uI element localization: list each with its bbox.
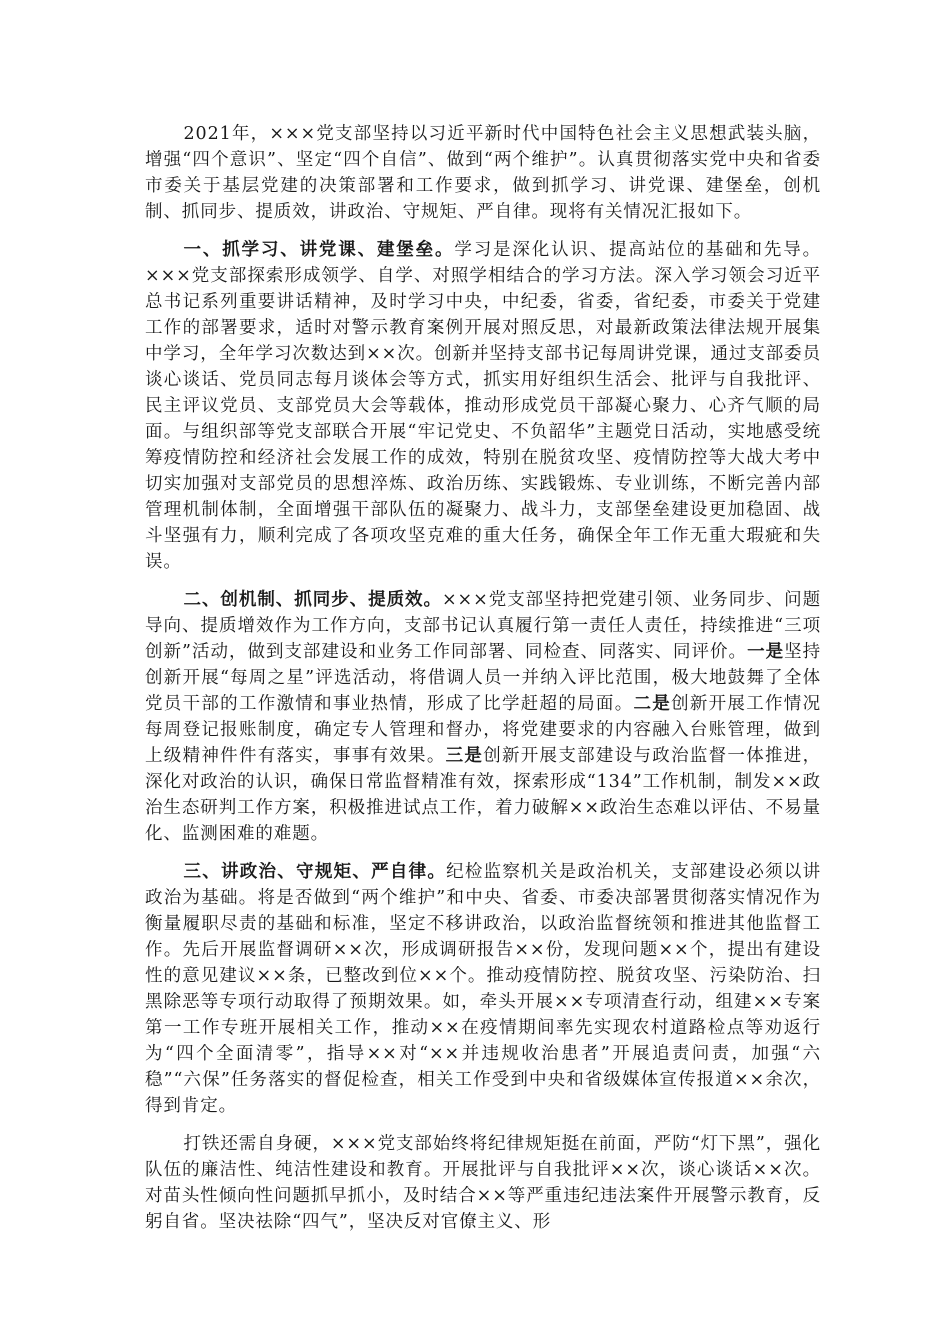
section-1-text: 学习是深化认识、提高站位的基础和先导。×××党支部探索形成领学、自学、对照学相结合的学习方法。深入学习领会习近平总书记系列重要讲话精神，及时学习中央，中纪委，省委，省纪委，市委关于党建工作的部署要求，适时对警示教育案例开展对照反思，对最新政策法律法规开展集中学习，全年学习次数达到××次。创新并坚持支部书记每周讲党课，通过支部委员谈心谈话、党员同志每月谈体会等方式，抓实用好组织生活会、批评与自我批评、民主评议党员、支部党员大会等载体，推动形成党员干部凝心聚力、心齐气顺的局面。与组织部等党支部联合开展“牢记党史、不负韶华”主题党日活动，实地感受统筹疫情防控和经济社会发展工作的成效，特别在脱贫攻坚、疫情防控等大战大考中切实加强对支部党员的思想淬炼、政治历练、实践锻炼、专业训练，不断完善内部管理机制体制，全面增强干部队伍的凝聚力、战斗力，支部堡垒建设更加稳固、战斗坚强有力，顺利完成了各项攻坚克难的重大任务，确保全年工作无重大瑕疵和失误。 <box>145 240 821 572</box>
document-body <box>145 121 821 1247</box>
section-3-heading: 三、讲政治、守规矩、严自律。 <box>183 862 447 882</box>
section-2-point-2-marker: 二是 <box>633 694 672 714</box>
section-2-point-2-text: 创新开展工作情况每周登记报账制度，确定专人管理和督办，将党建要求的内容融入台账管理，做到上级精神件件有落实，事事有效果。 <box>145 694 821 766</box>
closing-paragraph <box>145 1131 821 1235</box>
intro-text: 2021年，×××党支部坚持以习近平新时代中国特色社会主义思想武装头脑，增强“四个意识”、坚定“四个自信”、做到“两个维护”。认真贯彻落实党中央和省委市委关于基层党建的决策部署和工作要求，做到抓学习、讲党课、建堡垒，创机制、抓同步、提质效，讲政治、守规矩、严自律。现将有关情况汇报如下。 <box>145 124 821 222</box>
section-1-paragraph <box>145 237 821 575</box>
section-2-point-1-marker: 一是 <box>747 642 785 662</box>
closing-text: 打铁还需自身硬，×××党支部始终将纪律规矩挺在前面，严防“灯下黑”，强化队伍的廉洁性、纯洁性建设和教育。开展批评与自我批评××次，谈心谈话××次。对苗头性倾向性问题抓早抓小，及时结合××等严重违纪违法案件开展警示教育，反躬自省。坚决祛除“四气”，坚决反对官僚主义、形 <box>145 1134 821 1232</box>
section-2-point-3-text: 创新开展支部建设与政治监督一体推进，深化对政治的认识，确保日常监督精准有效，探索形成“134”工作机制，制发××政治生态研判工作方案，积极推进试点工作，着力破解××政治生态难以评估、不易量化、监测困难的难题。 <box>145 746 821 844</box>
section-3-text: 纪检监察机关是政治机关，支部建设必须以讲政治为基础。将是否做到“两个维护”和中央、省委、市委决部署贯彻落实情况作为衡量履职尽责的基础和标准，坚定不移讲政治，以政治监督统领和推进其他监督工作。先后开展监督调研××次，形成调研报告××份，发现问题××个，提出有建设性的意见建议××条，已整改到位××个。推动疫情防控、脱贫攻坚、污染防治、扫黑除恶等专项行动取得了预期效果。如，牵头开展××专项清查行动，组建××专案第一工作专班开展相关工作，推动××在疫情期间率先实现农村道路检点等劝返行为“四个全面清零”，指导××对“××并违规收治患者”开展追责问责，加强“六稳”“六保”任务落实的督促检查，相关工作受到中央和省级媒体宣传报道××余次，得到肯定。 <box>145 862 822 1116</box>
section-2-heading: 二、创机制、抓同步、提质效。 <box>183 590 442 610</box>
intro-paragraph <box>145 121 821 225</box>
section-3-paragraph <box>145 859 821 1119</box>
section-2-point-3-marker: 三是 <box>445 746 484 766</box>
section-2-text-intro: ×××党支部坚持把党建引领、业务同步、问题导向、提质增效作为工作方向，支部书记认真履行第一责任人责任，持续推进“三项创新”活动，做到支部建设和业务工作同部署、同检查、同落实、同评价。 <box>145 590 821 662</box>
section-2-point-1-text: 坚持创新开展“每周之星”评选活动，将借调人员一并纳入评比范围，极大地鼓舞了全体党员干部的工作激情和事业热情，形成了比学赶超的局面。 <box>145 642 821 714</box>
section-1-heading: 一、抓学习、讲党课、建堡垒。 <box>183 240 455 260</box>
section-2-paragraph <box>145 587 821 847</box>
